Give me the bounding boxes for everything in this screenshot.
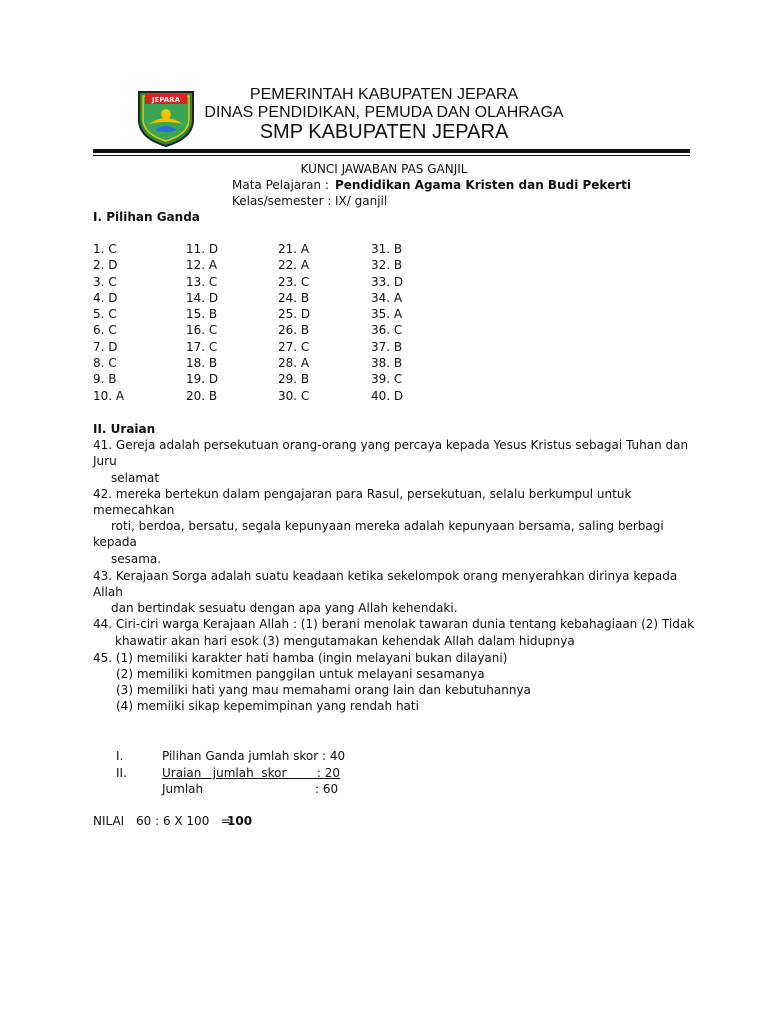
answer-item: 35. A — [371, 307, 403, 322]
essay-line: (4) memiiki sikap kepemimpinan yang rendah hati — [116, 699, 419, 713]
answer-item: 11. D — [186, 242, 219, 256]
answer-item: 7. D — [93, 339, 118, 354]
answer-item: 2. D — [93, 258, 118, 273]
logo-text: JEPARA — [151, 96, 181, 104]
answer-item: 28. A — [278, 356, 310, 371]
answers-col3 — [278, 241, 310, 404]
answer-item: 40. D — [371, 388, 404, 403]
answer-item: 18. B — [186, 356, 218, 371]
answer-item: 25. D — [278, 307, 311, 322]
header-line1: PEMERINTAH KABUPATEN JEPARA — [249, 86, 519, 103]
answer-item: 38. B — [371, 356, 403, 371]
essay-line: (2) memiliki komitmen panggilan untuk melayani sesamanya — [116, 667, 485, 681]
answer-item: 24. B — [278, 290, 310, 305]
essay-line: dan bertindak sesuatu dengan apa yang Allah kehendaki. — [111, 601, 458, 615]
answer-item: 4. D — [93, 290, 118, 305]
answer-item: 27. C — [278, 339, 310, 354]
essay-line: memecahkan — [93, 503, 175, 517]
answer-item: 22. A — [278, 258, 310, 273]
answer-item: 34. A — [371, 290, 403, 305]
score-row2-text: Uraian jumlah skor : 20 — [162, 766, 341, 780]
subject-value: Pendidikan Agama Kristen dan Budi Pekerti — [335, 178, 631, 192]
essay-line: Juru — [93, 454, 117, 468]
essay-line: 44. Ciri-ciri warga Kerajaan Allah : (1) berani menolak tawaran dunia tentang kebahagiaan (2) Tidak — [93, 617, 695, 631]
subject-label: Mata Pelajaran : — [232, 178, 329, 192]
essay-line: khawatir akan hari esok (3) mengutamakan kehendak Allah dalam hidupnya — [115, 634, 575, 648]
header-rule-thin — [93, 155, 690, 156]
essay-line: (3) memiliki hati yang mau memahami orang lain dan kebutuhannya — [116, 683, 531, 697]
answer-item: 14. D — [186, 290, 219, 305]
answer-item: 6. C — [93, 323, 117, 338]
answer-item: 39. C — [371, 372, 403, 387]
nilai-result: 100 — [227, 814, 253, 828]
answers-col2 — [186, 241, 218, 404]
answer-item: 26. B — [278, 323, 310, 338]
answer-item: 21. A — [278, 242, 310, 256]
essay-line: kepada — [93, 535, 137, 549]
document-title: KUNCI JAWABAN PAS GANJIL — [300, 162, 468, 176]
answer-item: 33. D — [371, 274, 404, 289]
answer-item: 3. C — [93, 274, 117, 289]
nilai-formula: 60 : 6 X 100 = — [136, 814, 231, 828]
answer-item: 23. C — [278, 274, 310, 289]
class-label: Kelas/semester : — [232, 194, 332, 208]
essay-line: 45. (1) memiliki karakter hati hamba (ingin melayani bukan dilayani) — [93, 651, 508, 665]
answer-item: 9. B — [93, 372, 117, 387]
answer-item: 29. B — [278, 372, 310, 387]
answer-item: 37. B — [371, 339, 403, 354]
answer-item: 20. B — [186, 388, 218, 403]
answer-item: 15. B — [186, 307, 218, 322]
answer-item: 13. C — [186, 274, 218, 289]
score-row1-text: Pilihan Ganda jumlah skor : 40 — [162, 749, 346, 763]
essay-line: Allah — [93, 585, 123, 599]
answers-col1 — [93, 241, 124, 404]
answer-item: 19. D — [186, 372, 219, 387]
score-total-label: Jumlah — [162, 782, 204, 796]
answers-col4 — [371, 241, 403, 404]
score-total-value: : 60 — [315, 782, 339, 796]
answer-item: 30. C — [278, 388, 310, 403]
header-rule-thick — [93, 149, 690, 153]
answer-item: 31. B — [371, 242, 403, 256]
answer-item: 12. A — [186, 258, 218, 273]
essay-line: 41. Gereja adalah persekutuan orang-orang yang percaya kepada Yesus Kristus sebagai Tuhan dan — [93, 438, 689, 452]
header-line3: SMP KABUPATEN JEPARA — [259, 121, 509, 143]
score-row1-num: I. — [116, 749, 124, 763]
answer-item: 17. C — [186, 339, 218, 354]
section2-heading: II. Uraian — [93, 422, 156, 436]
answer-item: 36. C — [371, 323, 403, 338]
nilai-label: NILAI — [93, 814, 125, 828]
score-row2-num: II. — [116, 766, 127, 780]
essay-line: roti, berdoa, bersatu, segala kepunyaan mereka adalah kepunyaan bersama, saling berbagi — [111, 519, 664, 533]
essay-line: 43. Kerajaan Sorga adalah suatu keadaan ketika sekelompok orang menyerahkan dirinya kepada — [93, 569, 678, 583]
answer-item: 5. C — [93, 307, 117, 322]
answer-item: 32. B — [371, 258, 403, 273]
essay-line: 42. mereka bertekun dalam pengajaran para Rasul, persekutuan, selalu berkumpul untuk — [93, 487, 632, 501]
section1-heading: I. Pilihan Ganda — [93, 210, 200, 224]
answer-item: 8. C — [93, 356, 117, 371]
answer-item: 1. C — [93, 242, 117, 256]
answer-item: 16. C — [186, 323, 218, 338]
header-line2: DINAS PENDIDIKAN, PEMUDA DAN OLAHRAGA — [204, 104, 564, 121]
class-value: IX/ ganjil — [335, 194, 388, 208]
essay-line: sesama. — [111, 552, 162, 566]
essay-line: selamat — [111, 471, 160, 485]
answer-item: 10. A — [93, 388, 125, 403]
